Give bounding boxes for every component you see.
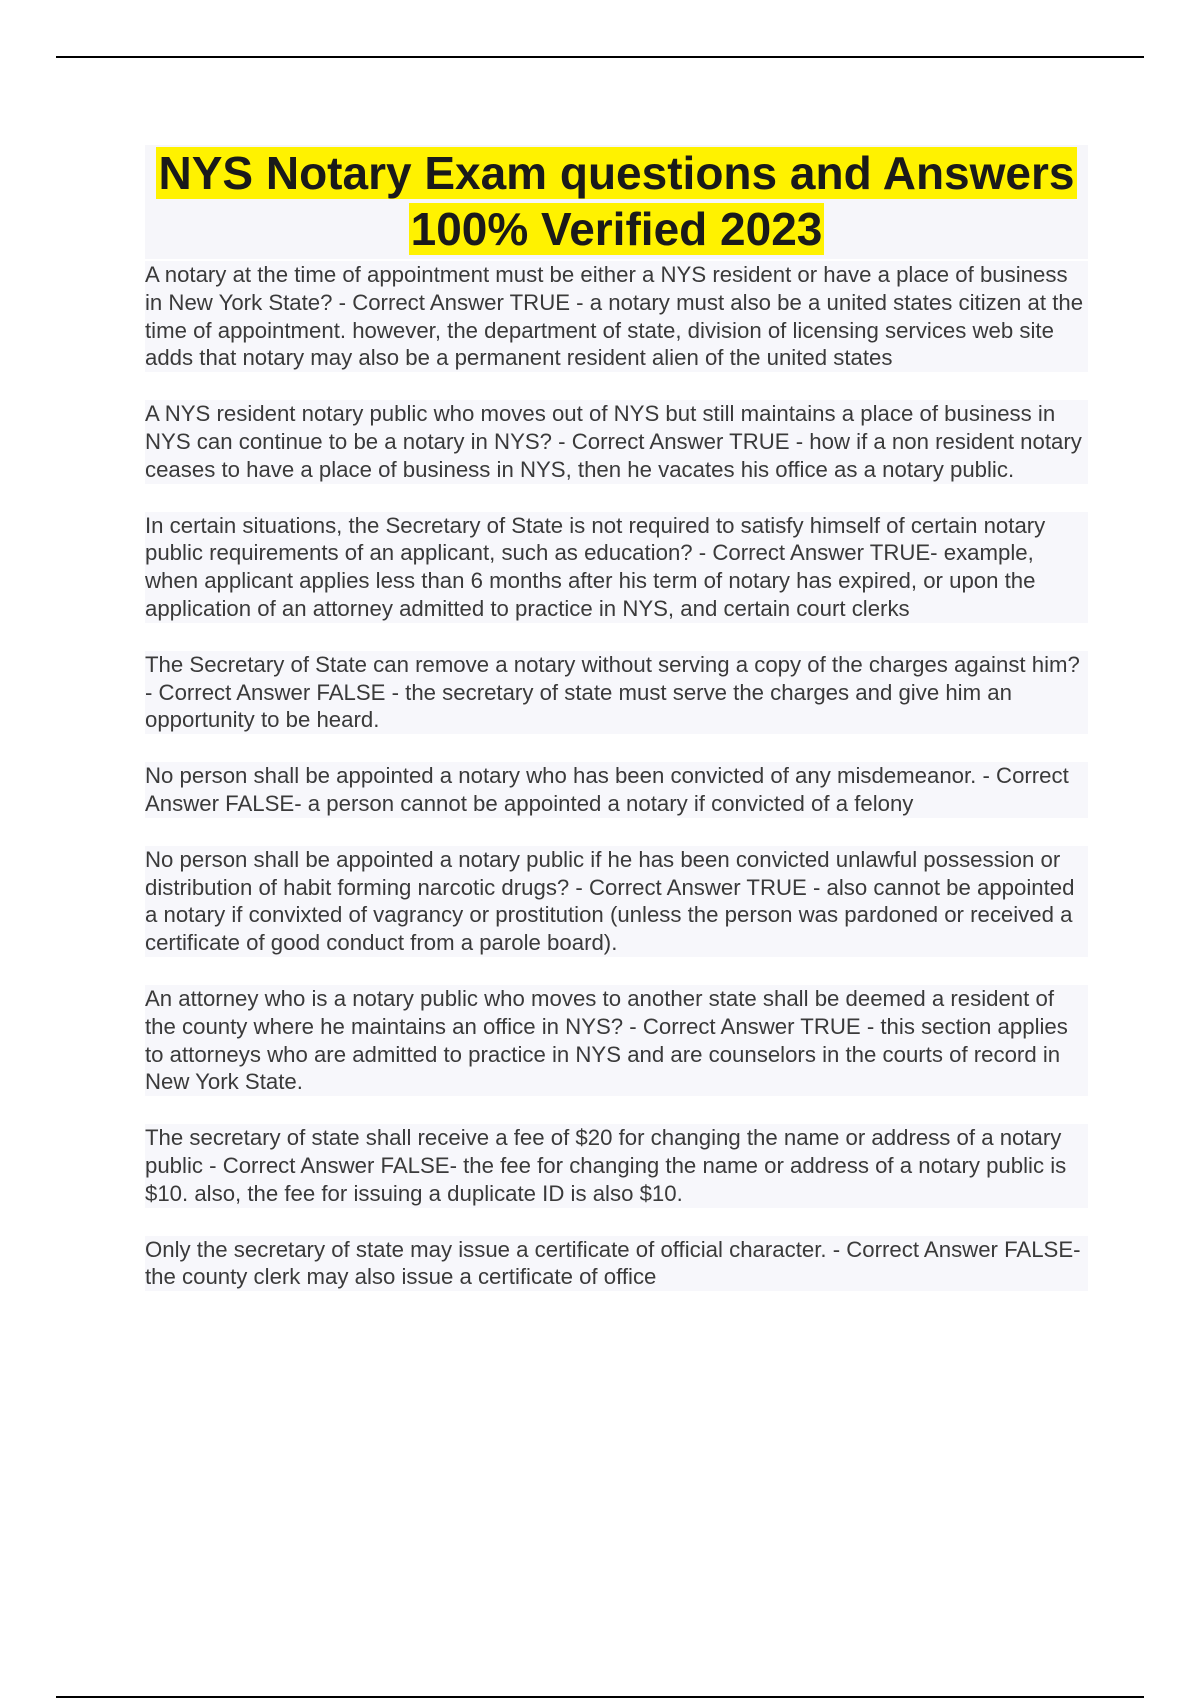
qa-item-text: Only the secretary of state may issue a certificate of official character. - Correct Answer FALSE- the county clerk may also issue a certificate of office: [145, 1236, 1081, 1290]
qa-item: [145, 400, 1088, 483]
qa-item: [145, 762, 1088, 818]
bottom-rule: [56, 1696, 1144, 1698]
qa-item-text: The Secretary of State can remove a notary without serving a copy of the charges against him? - Correct Answer FALSE - the secretary of state must serve the charges and give him an opportunity to be heard.: [145, 651, 1080, 733]
qa-item-text: A NYS resident notary public who moves out of NYS but still maintains a place of business in NYS can continue to be a notary in NYS? - Correct Answer TRUE - how if a non resident notary ceases to have a place of business in NYS, then he vacates his office as a notary public.: [145, 401, 1082, 482]
document-body: [145, 145, 1088, 1319]
qa-list: [145, 261, 1088, 1291]
qa-item-text: An attorney who is a notary public who moves to another state shall be deemed a resident of the county where he maintains an office in NYS? - Correct Answer TRUE - this section applies to attorneys who are admitted to practice in NYS and are counselors in the courts of record in New York State.: [145, 985, 1068, 1095]
qa-item-text: No person shall be appointed a notary public if he has been convicted unlawful possession or distribution of habit forming narcotic drugs? - Correct Answer TRUE - also cannot be appointed a notary if convixted of vagrancy or prostitution (unless the person was pardoned or received a certificate of good conduct from a parole board).: [145, 846, 1075, 956]
qa-item-text: A notary at the time of appointment must be either a NYS resident or have a place of business in New York State? - Correct Answer TRUE - a notary must also be a united states citizen at the time of appointment. however, the department of state, division of licensing services web site adds that notary may also be a permanent resident alien of the united states: [145, 262, 1084, 371]
qa-item: [145, 846, 1088, 957]
qa-item-text: The secretary of state shall receive a fee of $20 for changing the name or address of a notary public - Correct Answer FALSE- the fee for changing the name or address of a notary public is $10. also, the fee for issuing a duplicate ID is also $10.: [145, 1125, 1067, 1206]
qa-item: [145, 261, 1088, 372]
qa-item: [145, 1124, 1088, 1207]
qa-item: [145, 985, 1088, 1096]
title-block: [145, 145, 1088, 259]
qa-item: [145, 651, 1088, 734]
qa-item-text: No person shall be appointed a notary who has been convicted of any misdemeanor. - Correct Answer FALSE- a person cannot be appointed a notary if convicted of a felony: [145, 763, 1069, 816]
qa-item-text: In certain situations, the Secretary of State is not required to satisfy himself of certain notary public requirements of an applicant, such as education? - Correct Answer TRUE- example, when applicant applies less than 6 months after his term of notary has expired, or upon the application of an attorney admitted to practice in NYS, and certain court clerks: [145, 512, 1046, 621]
document-title: NYS Notary Exam questions and Answers 100% Verified 2023: [158, 147, 1075, 255]
qa-item: [145, 1236, 1088, 1292]
top-rule: [56, 56, 1144, 58]
qa-item: [145, 512, 1088, 623]
